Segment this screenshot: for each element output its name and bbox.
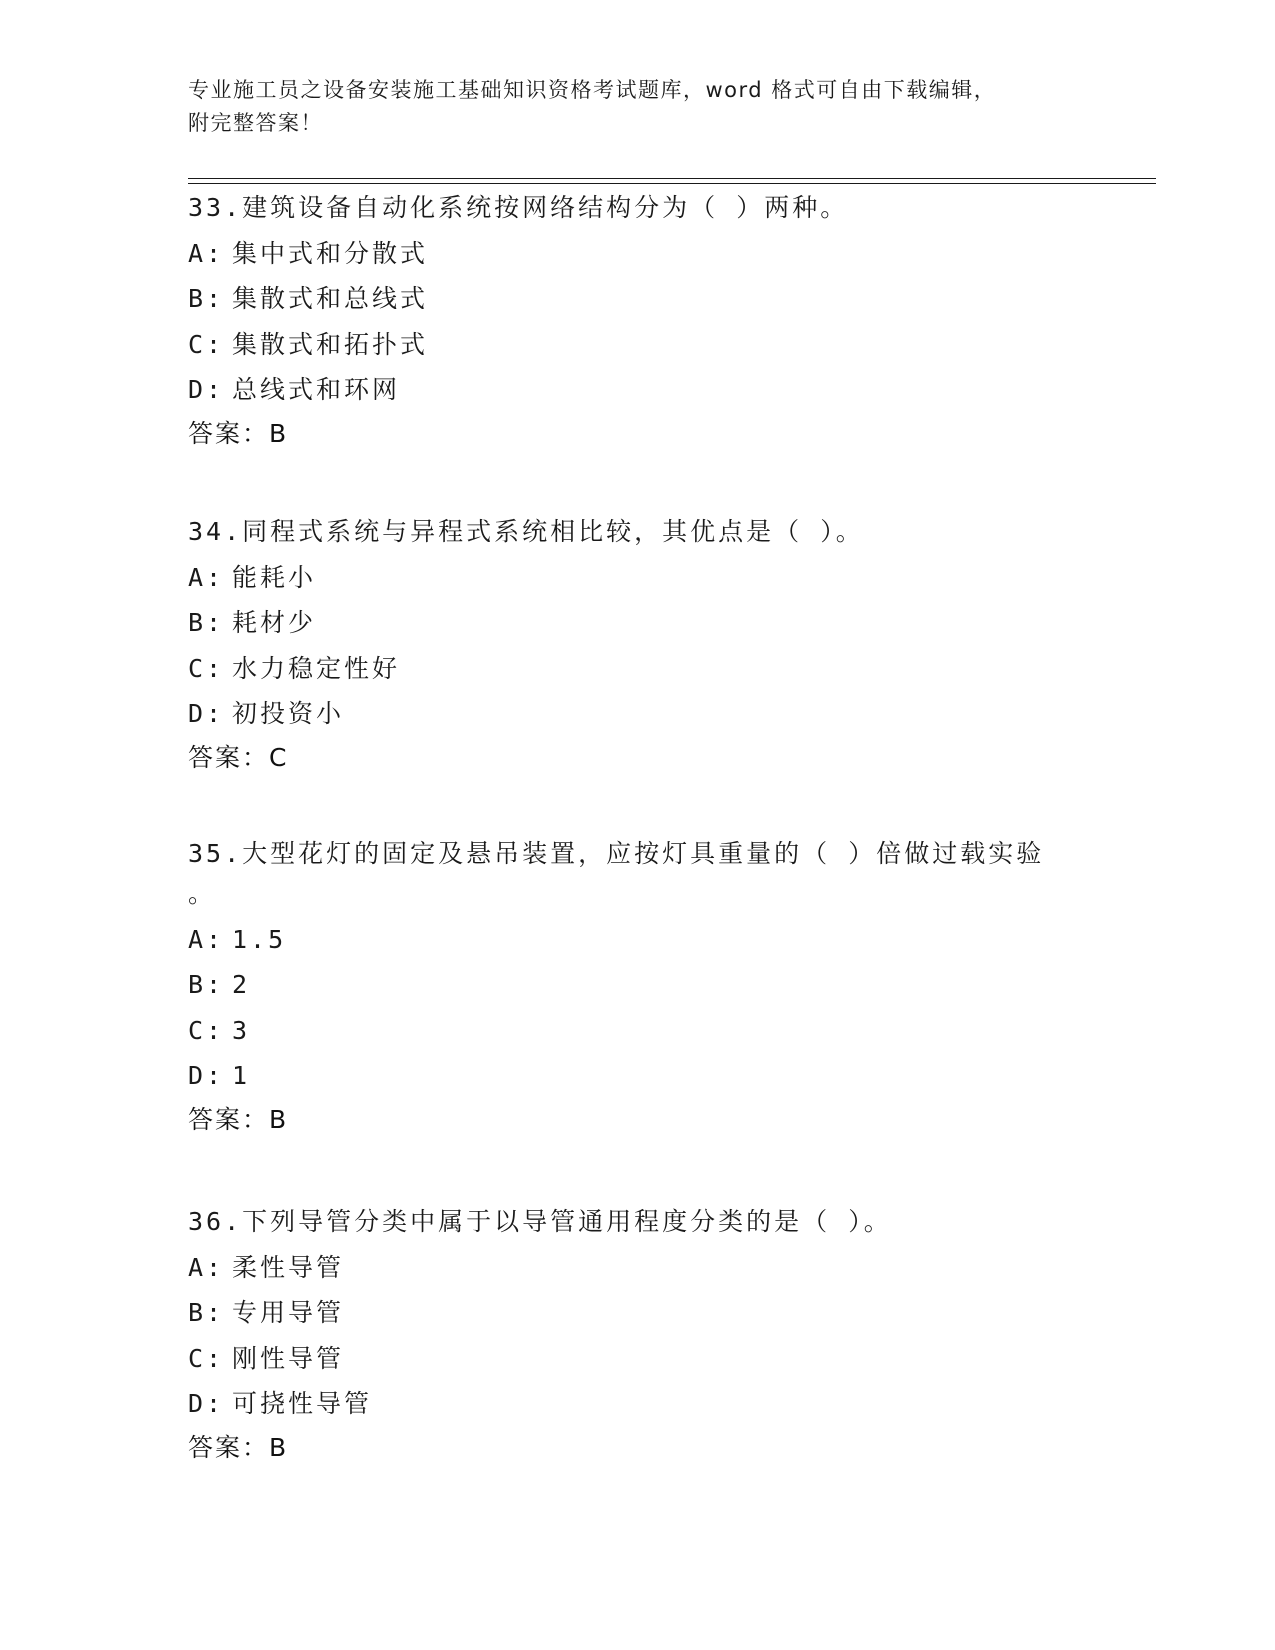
option-c	[188, 329, 1088, 361]
option-key: A:	[188, 562, 225, 592]
option-text: 2	[232, 970, 251, 999]
option-text: 能耗小	[232, 562, 317, 592]
option-text: 耗材少	[232, 608, 317, 637]
option-text: 集散式和拓扑式	[232, 329, 429, 359]
option-b	[188, 969, 1088, 1001]
question-36	[188, 1206, 1088, 1464]
answer-line: 答案：B	[188, 1105, 289, 1134]
option-key: B:	[188, 970, 225, 999]
option-a	[188, 238, 1088, 270]
option-d	[188, 1060, 1088, 1092]
option-text: 1	[232, 1061, 251, 1090]
option-a	[188, 924, 1088, 956]
option-key: C:	[188, 1343, 225, 1373]
option-key: C:	[188, 329, 225, 359]
option-key: C:	[188, 653, 225, 683]
question-stem-continuation: 。	[188, 879, 217, 908]
header-line-1: 专业施工员之设备安装施工基础知识资格考试题库，word 格式可自由下载编辑，	[188, 78, 997, 102]
option-text: 3	[232, 1015, 251, 1045]
option-b	[188, 283, 1088, 315]
option-text: 水力稳定性好	[232, 653, 401, 683]
header-line-2: 附完整答案！	[188, 111, 323, 135]
option-key: D:	[188, 1061, 225, 1090]
option-text: 1.5	[232, 924, 287, 954]
question-stem: 36.下列导管分类中属于以导管通用程度分类的是（ ）。	[188, 1207, 892, 1236]
answer-line: 答案：C	[188, 743, 289, 772]
header-divider-bottom	[188, 183, 1156, 184]
option-b	[188, 1297, 1088, 1329]
answer-line: 答案：B	[188, 419, 289, 448]
option-d	[188, 374, 1088, 406]
option-key: D:	[188, 1389, 225, 1418]
option-key: A:	[188, 1252, 225, 1282]
option-key: A:	[188, 924, 225, 954]
option-key: C:	[188, 1015, 225, 1045]
option-key: B:	[188, 1298, 225, 1327]
question-35	[188, 838, 1088, 1136]
option-c	[188, 1343, 1088, 1375]
question-stem: 34.同程式系统与异程式系统相比较，其优点是（ ）。	[188, 517, 864, 546]
option-text: 刚性导管	[232, 1343, 345, 1373]
document-header	[188, 74, 1068, 140]
option-text: 可挠性导管	[232, 1389, 373, 1418]
option-a	[188, 1252, 1088, 1284]
option-b	[188, 607, 1088, 639]
option-text: 集散式和总线式	[232, 284, 429, 313]
option-text: 集中式和分散式	[232, 238, 429, 268]
option-key: D:	[188, 375, 225, 404]
question-33	[188, 192, 1088, 450]
question-stem: 33.建筑设备自动化系统按网络结构分为（ ）两种。	[188, 193, 849, 222]
option-d	[188, 1388, 1088, 1420]
header-divider-top	[188, 178, 1156, 179]
option-c	[188, 653, 1088, 685]
option-key: D:	[188, 699, 225, 728]
option-d	[188, 698, 1088, 730]
option-text: 专用导管	[232, 1298, 345, 1327]
question-34	[188, 516, 1088, 774]
option-c	[188, 1015, 1088, 1047]
answer-line: 答案：B	[188, 1433, 289, 1462]
option-a	[188, 562, 1088, 594]
option-text: 初投资小	[232, 699, 345, 728]
option-text: 柔性导管	[232, 1252, 345, 1282]
option-key: A:	[188, 238, 225, 268]
option-key: B:	[188, 608, 225, 637]
option-key: B:	[188, 284, 225, 313]
option-text: 总线式和环网	[232, 375, 401, 404]
question-stem: 35.大型花灯的固定及悬吊装置，应按灯具重量的（ ）倍做过载实验	[188, 839, 1045, 868]
